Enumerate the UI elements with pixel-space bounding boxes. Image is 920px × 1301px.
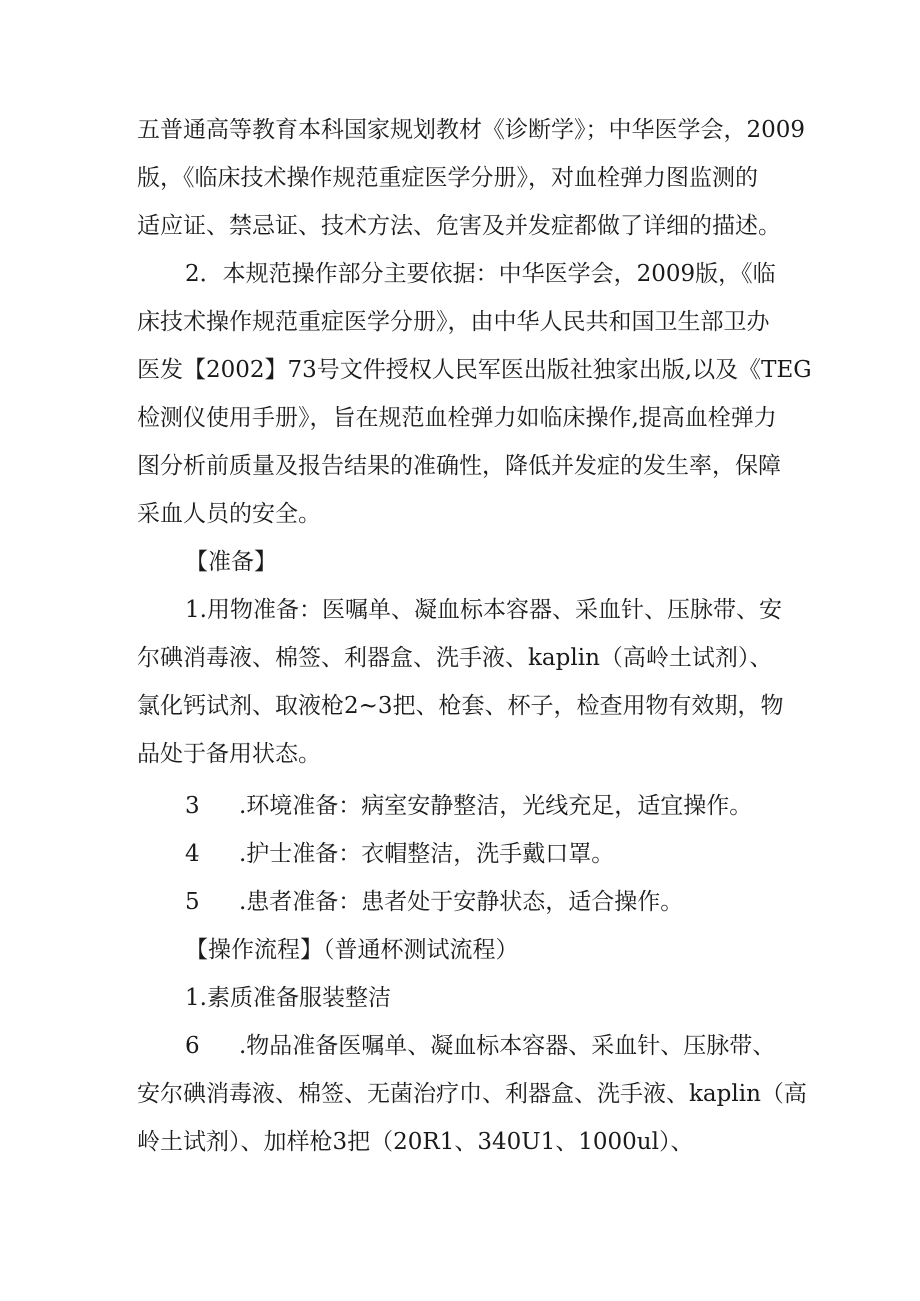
text-line: 图分析前质量及报告结果的准确性，降低并发症的发生率，保障 [137, 453, 781, 479]
item-text: .患者准备：患者处于安静状态，适合操作。 [239, 889, 684, 915]
text-line: 版，《临床技术操作规范重症医学分册》，对血栓弹力图监测的 [137, 165, 758, 191]
list-item [185, 1031, 775, 1061]
text-line: 尔碘消毒液、棉签、利器盒、洗手液、kaplin（高岭土试剂）、 [137, 645, 773, 671]
item-text: .护士准备：衣帽整洁，洗手戴口罩。 [239, 841, 615, 867]
text-line: 氯化钙试剂、取液枪2~3把、枪套、杯子，检查用物有效期，物 [137, 693, 784, 719]
item-number: 4 [185, 841, 200, 867]
item-number: 3 [185, 793, 200, 819]
text-line: 1.用物准备：医嘱单、凝血标本容器、采血针、压脉带、安 [185, 597, 782, 623]
text-line: 品处于备用状态。 [137, 741, 321, 767]
text-line: 2．本规范操作部分主要依据：中华医学会，2009版，《临 [185, 261, 776, 287]
text-line: 采血人员的安全。 [137, 501, 321, 527]
text-line: 安尔碘消毒液、棉签、无菌治疗巾、利器盒、洗手液、kaplin（高 [137, 1081, 807, 1107]
list-item [185, 839, 614, 869]
text-line: 床技术操作规范重症医学分册》，由中华人民共和国卫生部卫办 [137, 309, 770, 335]
text-line: 适应证、禁忌证、技术方法、危害及并发症都做了详细的描述。 [137, 213, 781, 239]
text-line: 1.素质准备服装整洁 [185, 985, 391, 1011]
item-number: 6 [185, 1033, 200, 1059]
list-item [185, 791, 752, 821]
item-text: .环境准备：病室安静整洁，光线充足，适宜操作。 [239, 793, 753, 819]
item-number: 5 [185, 889, 200, 915]
text-line: 医发【2002】73号文件授权人民军医出版社独家出版,以及《TEG [137, 357, 812, 383]
text-line: 五普通高等教育本科国家规划教材《诊断学》；中华医学会，2009 [137, 117, 806, 143]
section-heading: 【操作流程】（普通杯测试流程） [185, 937, 519, 963]
section-heading: 【准备】 [185, 549, 277, 575]
text-line: 检测仪使用手册》，旨在规范血栓弹力如临床操作,提高血栓弹力 [137, 405, 777, 431]
list-item [185, 887, 683, 917]
item-text: .物品准备医嘱单、凝血标本容器、采血针、压脉带、 [239, 1033, 776, 1059]
text-line: 岭土试剂）、加样枪3把（20R1、340U1、1000ul）、 [137, 1129, 694, 1155]
